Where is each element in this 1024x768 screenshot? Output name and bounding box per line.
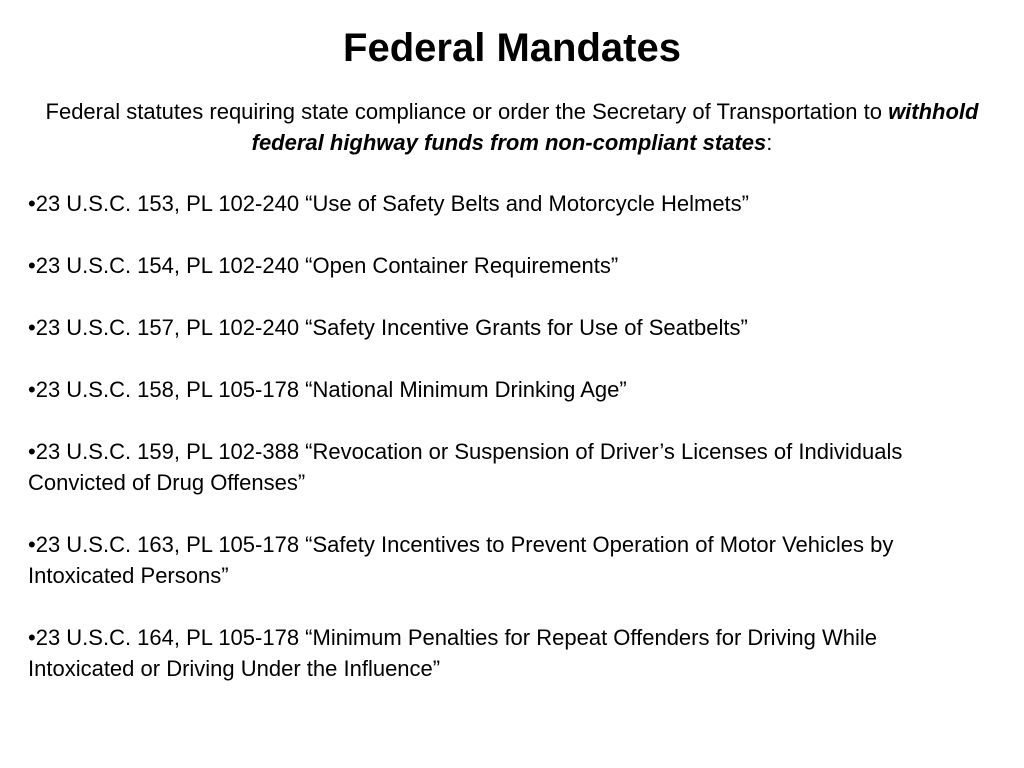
list-item: •23 U.S.C. 158, PL 105-178 “National Minimum Drinking Age”	[28, 377, 627, 402]
statute-list	[28, 188, 988, 715]
slide-title: Federal Mandates	[343, 26, 681, 70]
list-item: •23 U.S.C. 157, PL 102-240 “Safety Incentive Grants for Use of Seatbelts”	[28, 315, 748, 340]
list-item: •23 U.S.C. 164, PL 105-178 “Minimum Penalties for Repeat Offenders for Driving While Intoxicated or Driving Under the Influence”	[28, 625, 877, 681]
intro-emphasis: withhold federal highway funds from non-compliant states	[251, 99, 979, 155]
intro-trailing-colon: :	[766, 130, 773, 155]
intro-paragraph	[30, 96, 994, 158]
list-item: •23 U.S.C. 159, PL 102-388 “Revocation or Suspension of Driver’s Licenses of Individuals Convicted of Drug Offenses”	[28, 439, 903, 495]
intro-text: Federal statutes requiring state compliance or order the Secretary of Transportation to	[45, 99, 889, 124]
list-item: •23 U.S.C. 154, PL 102-240 “Open Container Requirements”	[28, 253, 619, 278]
list-item: •23 U.S.C. 153, PL 102-240 “Use of Safety Belts and Motorcycle Helmets”	[28, 191, 749, 216]
list-item: •23 U.S.C. 163, PL 105-178 “Safety Incentives to Prevent Operation of Motor Vehicles by Intoxicated Persons”	[28, 532, 894, 588]
